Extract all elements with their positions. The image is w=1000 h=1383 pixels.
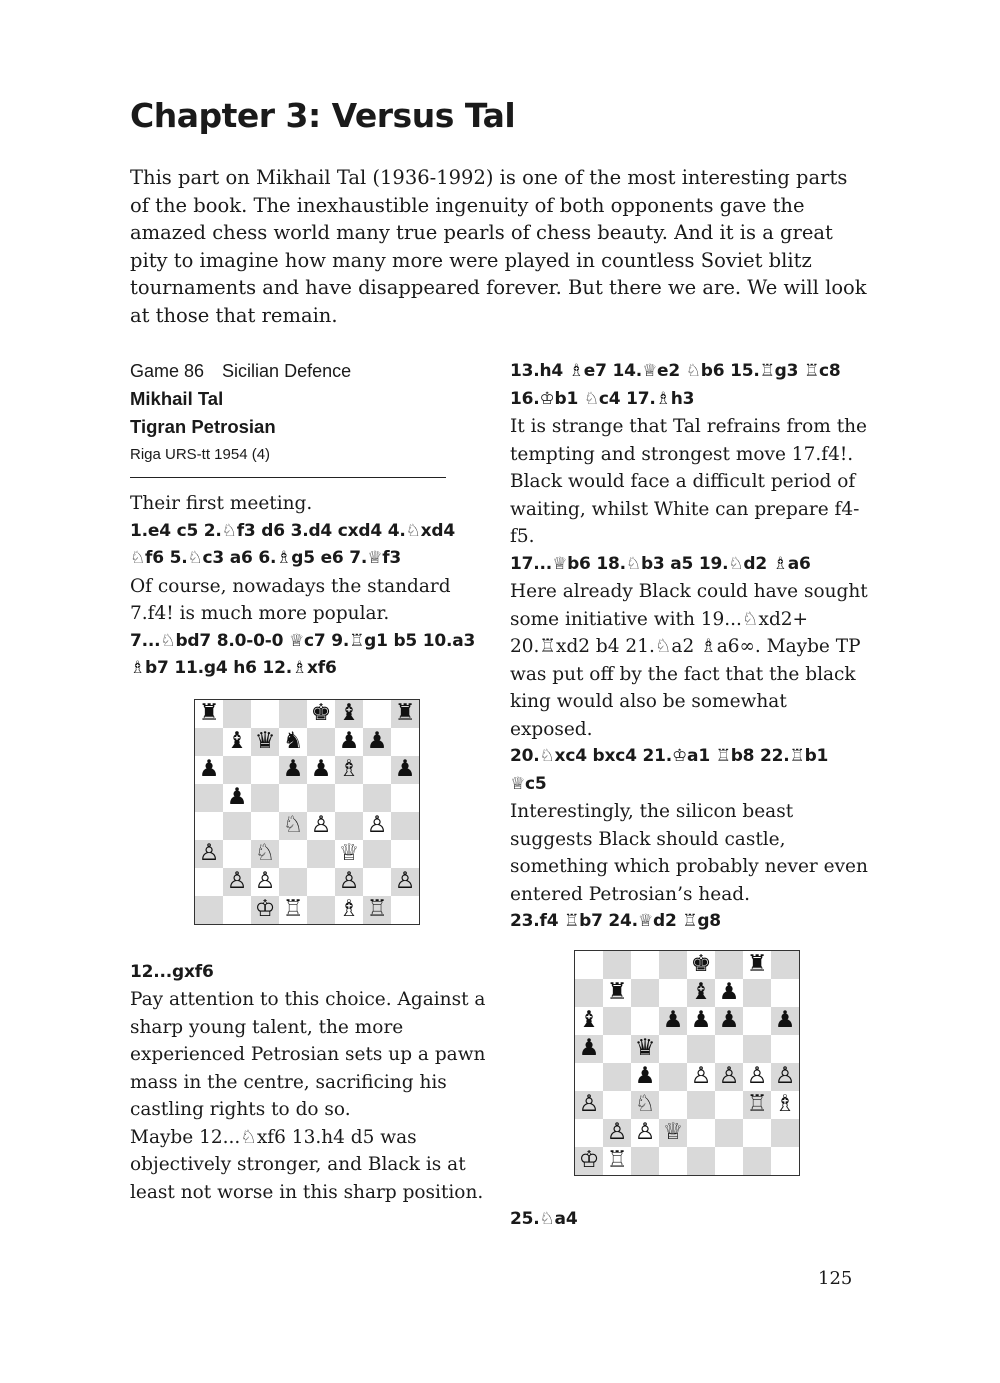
- board-square: [631, 951, 659, 979]
- board-square: [687, 1035, 715, 1063]
- board-square: [279, 868, 307, 896]
- black-player: Tigran Petrosian: [130, 416, 276, 437]
- board-square: [575, 979, 603, 1007]
- move-text: 20.♘xc4 bxc4 21.♔a1 ♖b8 22.♖b1 ♕c5: [510, 746, 829, 794]
- chess-piece-icon: ♙: [363, 812, 391, 840]
- chess-piece-icon: ♟: [715, 979, 743, 1007]
- chess-piece-icon: ♙: [195, 840, 223, 868]
- board-square: [223, 700, 251, 728]
- board-square: [335, 784, 363, 812]
- right-column: [510, 358, 870, 1233]
- move-text: 23.f4 ♖b7 24.♕d2 ♖g8: [510, 911, 721, 931]
- game-header: [130, 358, 490, 385]
- chess-piece-icon: ♟: [195, 756, 223, 784]
- chess-piece-icon: ♙: [743, 1063, 771, 1091]
- board-square: [307, 868, 335, 896]
- chess-piece-icon: ♟: [223, 784, 251, 812]
- board-square: [659, 1035, 687, 1063]
- chess-piece-icon: ♕: [335, 840, 363, 868]
- chess-piece-icon: ♙: [391, 868, 419, 896]
- board-square: [603, 1035, 631, 1063]
- chess-piece-icon: ♟: [575, 1035, 603, 1063]
- chess-piece-icon: ♖: [279, 896, 307, 924]
- board-square: [335, 812, 363, 840]
- board-square: [715, 1035, 743, 1063]
- board-square: [391, 840, 419, 868]
- commentary-text: Interestingly, the silicon beast suggests Black should castle, something which probably never even entered Petrosian’s head.: [510, 801, 868, 905]
- board-square: [391, 896, 419, 924]
- chess-piece-icon: ♔: [251, 896, 279, 924]
- move-text: 25.♘a4: [510, 1208, 578, 1229]
- chess-piece-icon: ♟: [363, 728, 391, 756]
- board-square: [687, 1147, 715, 1175]
- board-square: [363, 868, 391, 896]
- page-number: 125: [818, 1268, 853, 1289]
- chapter-title: Chapter 3: Versus Tal: [130, 96, 516, 135]
- white-player: Mikhail Tal: [130, 388, 224, 409]
- move-text: 13.h4 ♗e7 14.♕e2 ♘b6 15.♖g3 ♖c8 16.♔b1 ♘c4 17.♗h3: [510, 361, 841, 409]
- chess-piece-icon: ♗: [335, 756, 363, 784]
- chess-piece-icon: ♗: [771, 1091, 799, 1119]
- chess-diagram-position-2: [574, 950, 800, 1176]
- chess-piece-icon: ♙: [575, 1091, 603, 1119]
- chess-piece-icon: ♙: [603, 1119, 631, 1147]
- chess-piece-icon: ♜: [743, 951, 771, 979]
- board-square: [223, 756, 251, 784]
- board-square: [195, 728, 223, 756]
- board-square: [251, 756, 279, 784]
- game-event: Riga URS-tt 1954 (4): [130, 446, 271, 463]
- chess-piece-icon: ♟: [631, 1063, 659, 1091]
- board-square: [631, 1147, 659, 1175]
- chess-piece-icon: ♙: [335, 868, 363, 896]
- chess-piece-icon: ♔: [575, 1147, 603, 1175]
- board-square: [195, 812, 223, 840]
- chess-piece-icon: ♖: [743, 1091, 771, 1119]
- board-square: [251, 784, 279, 812]
- chess-piece-icon: ♝: [575, 1007, 603, 1035]
- game-opening: Sicilian Defence: [222, 361, 352, 381]
- board-square: [771, 1119, 799, 1147]
- board-square: [743, 1147, 771, 1175]
- board-square: [771, 951, 799, 979]
- board-square: [363, 784, 391, 812]
- chess-diagram-position-1: [194, 699, 420, 925]
- board-square: [307, 840, 335, 868]
- chess-piece-icon: ♞: [279, 728, 307, 756]
- chess-piece-icon: ♟: [687, 1007, 715, 1035]
- board-square: [743, 1119, 771, 1147]
- chess-piece-icon: ♗: [335, 896, 363, 924]
- chess-piece-icon: ♕: [659, 1119, 687, 1147]
- chess-piece-icon: ♛: [631, 1035, 659, 1063]
- board-square: [743, 1007, 771, 1035]
- board-square: [391, 812, 419, 840]
- board-square: [195, 868, 223, 896]
- chess-piece-icon: ♟: [307, 756, 335, 784]
- board-square: [659, 1063, 687, 1091]
- board-square: [603, 951, 631, 979]
- commentary-text: Of course, nowadays the standard 7.f4! is much more popular.: [130, 575, 451, 624]
- board-square: [659, 1147, 687, 1175]
- board-square: [743, 979, 771, 1007]
- board-square: [575, 951, 603, 979]
- chess-piece-icon: ♝: [687, 979, 715, 1007]
- chess-piece-icon: ♜: [603, 979, 631, 1007]
- board-square: [195, 784, 223, 812]
- board-square: [659, 951, 687, 979]
- board-square: [659, 979, 687, 1007]
- chess-piece-icon: ♙: [771, 1063, 799, 1091]
- board-square: [631, 979, 659, 1007]
- commentary-text: Here already Black could have sought some initiative with 19...♘xd2+ 20.♖xd2 b4 21.♘a2 ♗a6∞. Maybe TP was put off by the fact that the black king would also be somewhat exposed.: [510, 581, 868, 740]
- board-square: [279, 784, 307, 812]
- board-square: [715, 1147, 743, 1175]
- chess-piece-icon: ♟: [659, 1007, 687, 1035]
- chess-piece-icon: ♚: [307, 700, 335, 728]
- chess-piece-icon: ♙: [251, 868, 279, 896]
- chess-piece-icon: ♟: [715, 1007, 743, 1035]
- board-square: [223, 840, 251, 868]
- board-square: [771, 979, 799, 1007]
- chess-piece-icon: ♙: [631, 1119, 659, 1147]
- board-square: [687, 1091, 715, 1119]
- move-text: 1.e4 c5 2.♘f3 d6 3.d4 cxd4 4.♘xd4 ♘f6 5.♘c3 a6 6.♗g5 e6 7.♕f3: [130, 520, 456, 568]
- board-square: [715, 1119, 743, 1147]
- board-square: [771, 1147, 799, 1175]
- board-square: [195, 896, 223, 924]
- board-square: [687, 1119, 715, 1147]
- chess-piece-icon: ♘: [251, 840, 279, 868]
- chess-piece-icon: ♚: [687, 951, 715, 979]
- chess-piece-icon: ♝: [335, 700, 363, 728]
- board-square: [279, 840, 307, 868]
- commentary-text: It is strange that Tal refrains from the tempting and strongest move 17.f4!. Black would face a difficult period of waiting, whilst White can prepare f4-f5.: [510, 416, 867, 547]
- board-square: [659, 1091, 687, 1119]
- chess-piece-icon: ♜: [391, 700, 419, 728]
- chess-piece-icon: ♝: [223, 728, 251, 756]
- chess-piece-icon: ♖: [363, 896, 391, 924]
- board-square: [575, 1119, 603, 1147]
- board-square: [251, 700, 279, 728]
- board-square: [603, 1063, 631, 1091]
- board-square: [363, 756, 391, 784]
- intro-paragraph: This part on Mikhail Tal (1936-1992) is one of the most interesting parts of the book. The inexhaustible ingenuity of both opponents gave the amazed chess world many true pearls of chess beauty. And it is a great pity to imagine how many more were played in countless Soviet blitz tournaments and have disappeared forever. But there we are. We will look at those that remain.: [130, 166, 867, 327]
- move-text: 7...♘bd7 8.0-0-0 ♕c7 9.♖g1 b5 10.a3 ♗b7 11.g4 h6 12.♗xf6: [130, 630, 476, 678]
- board-square: [223, 812, 251, 840]
- commentary-text: Maybe 12...♘xf6 13.h4 d5 was objectively stronger, and Black is at least not worse in this sharp position.: [130, 1126, 484, 1203]
- chess-piece-icon: ♙: [223, 868, 251, 896]
- chess-piece-icon: ♛: [251, 728, 279, 756]
- chess-piece-icon: ♙: [715, 1063, 743, 1091]
- board-square: [715, 1091, 743, 1119]
- chess-piece-icon: ♙: [687, 1063, 715, 1091]
- board-square: [575, 1063, 603, 1091]
- board-square: [363, 840, 391, 868]
- move-text: 17...♕b6 18.♘b3 a5 19.♘d2 ♗a6: [510, 553, 811, 574]
- board-square: [307, 728, 335, 756]
- chess-piece-icon: ♖: [603, 1147, 631, 1175]
- board-square: [363, 700, 391, 728]
- chess-piece-icon: ♙: [307, 812, 335, 840]
- header-divider: [130, 477, 446, 478]
- board-square: [223, 896, 251, 924]
- board-square: [391, 784, 419, 812]
- chess-piece-icon: ♘: [631, 1091, 659, 1119]
- board-square: [603, 1091, 631, 1119]
- chess-piece-icon: ♜: [195, 700, 223, 728]
- move-text: 12...gxf6: [130, 961, 214, 982]
- board-square: [391, 728, 419, 756]
- commentary-text: Pay attention to this choice. Against a sharp young talent, the more experienced Petrosian sets up a pawn mass in the centre, sacrificing his castling rights to do so.: [130, 989, 486, 1120]
- game-number: Game 86: [130, 361, 205, 381]
- chess-piece-icon: ♟: [335, 728, 363, 756]
- board-square: [307, 784, 335, 812]
- chess-piece-icon: ♟: [391, 756, 419, 784]
- commentary-text: Their first meeting.: [130, 493, 313, 514]
- board-square: [715, 951, 743, 979]
- board-square: [603, 1007, 631, 1035]
- board-square: [307, 896, 335, 924]
- chess-piece-icon: ♟: [771, 1007, 799, 1035]
- board-square: [631, 1007, 659, 1035]
- board-square: [771, 1035, 799, 1063]
- board-square: [251, 812, 279, 840]
- board-square: [743, 1035, 771, 1063]
- board-square: [279, 700, 307, 728]
- chess-piece-icon: ♟: [279, 756, 307, 784]
- chess-piece-icon: ♘: [279, 812, 307, 840]
- left-column: [130, 358, 490, 1206]
